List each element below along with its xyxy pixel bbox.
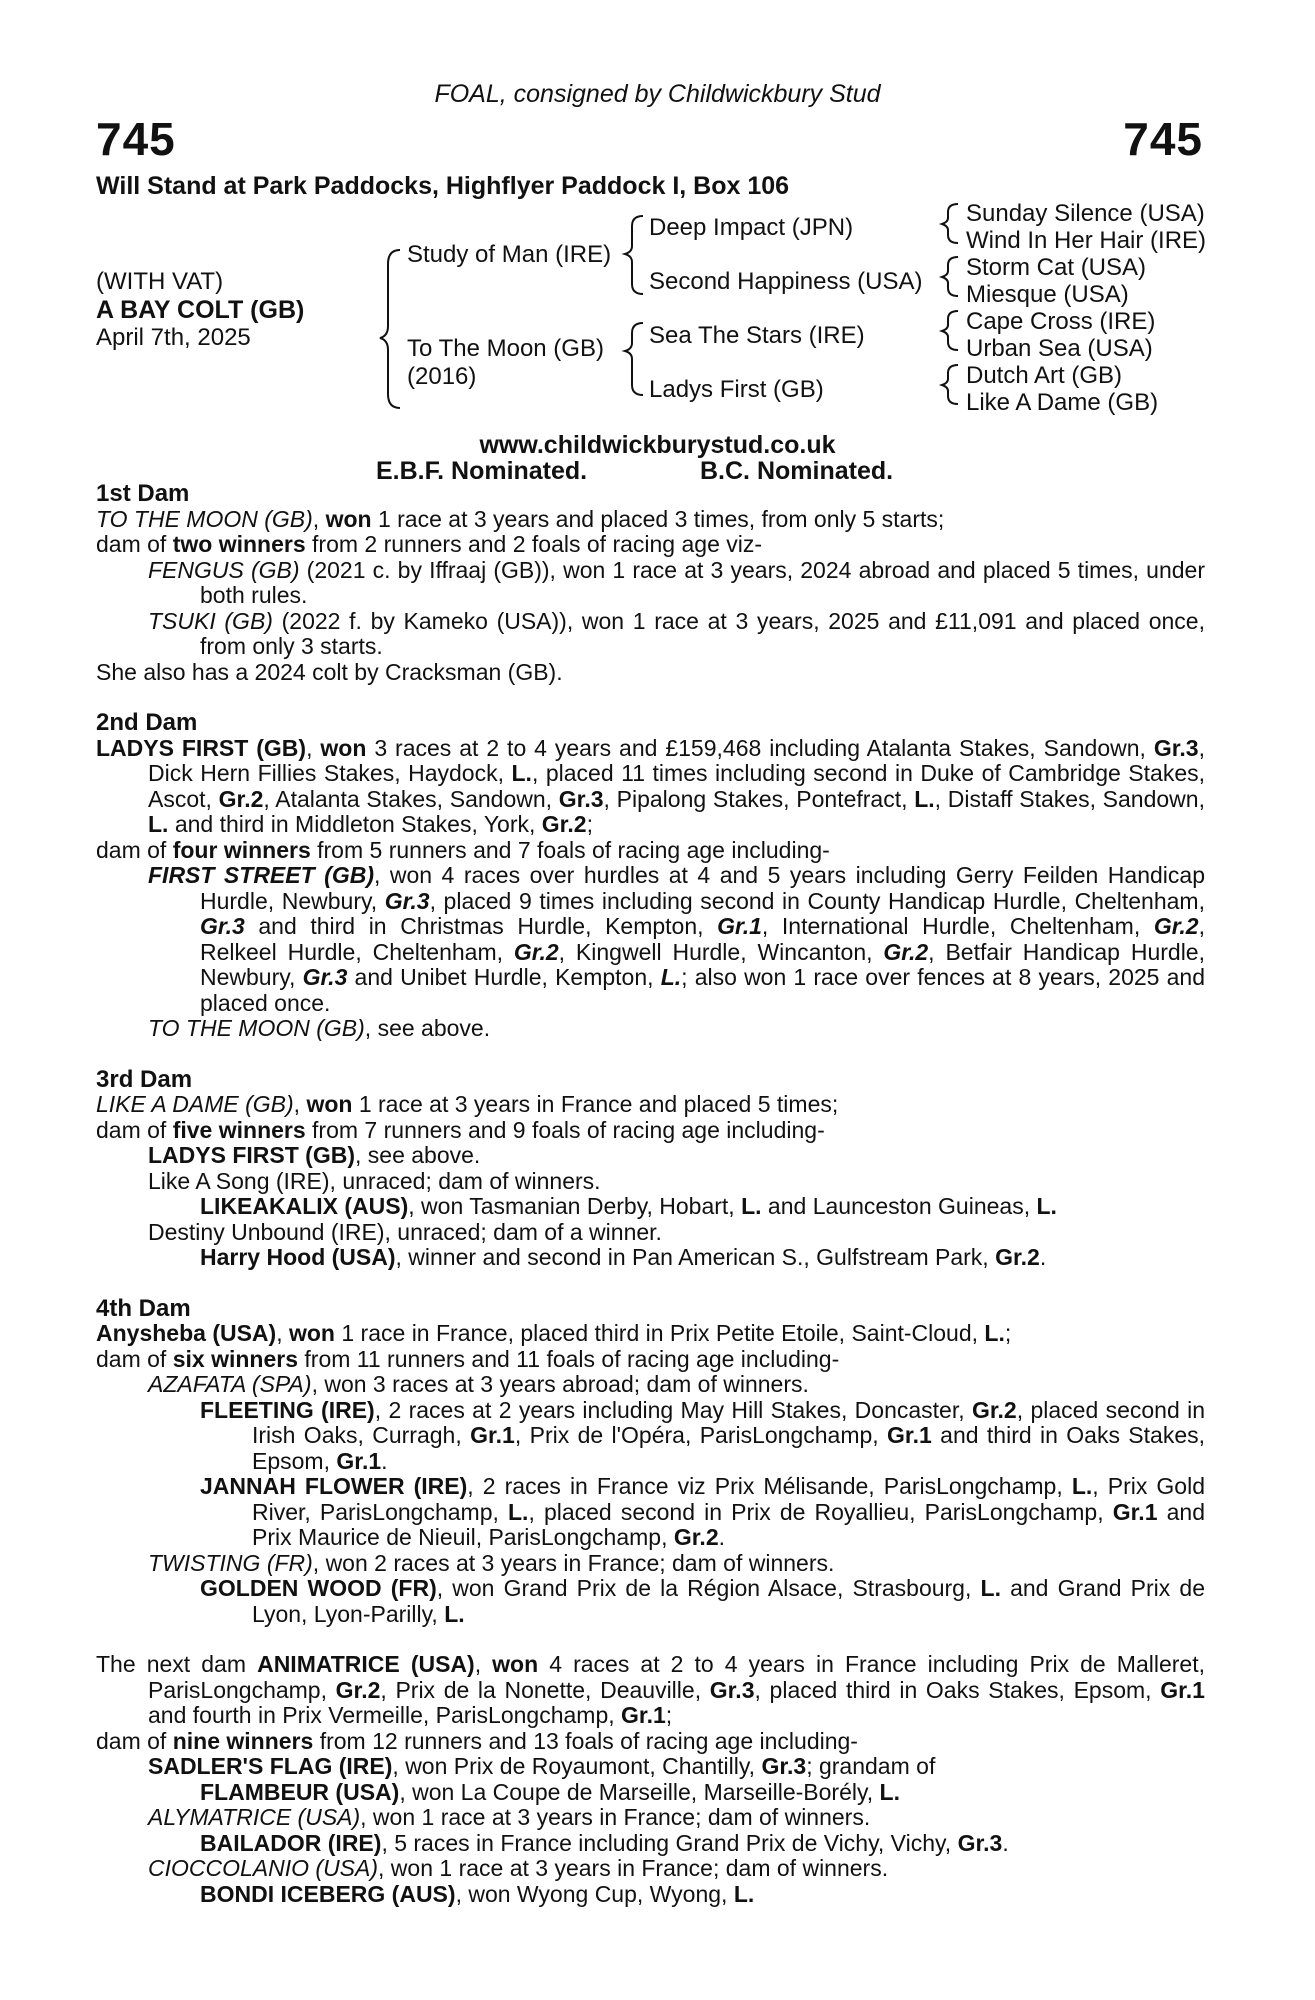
third-dam-heading: 3rd Dam — [96, 1065, 193, 1093]
pedigree-sire-dam: Second Happiness (USA) — [649, 268, 923, 295]
pedigree-dam: To The Moon (GB) — [407, 335, 604, 362]
second-dam-produce-summary: dam of four winners from 5 runners and 7 foals of racing age including- — [96, 836, 830, 863]
catalogue-text — [96, 481, 1205, 1907]
produce-entry: LADYS FIRST (GB), see above. — [148, 1142, 481, 1168]
pedigree-gen3-2: Wind In Her Hair (IRE) — [966, 227, 1207, 254]
third-dam-produce-summary: dam of five winners from 7 runners and 9 foals of racing age including- — [96, 1116, 825, 1143]
fourth-dam-record: Anysheba (USA), won 1 race in France, placed third in Prix Petite Etoile, Saint-Cloud, L.; — [96, 1320, 1012, 1346]
pedigree-dam-sire: Sea The Stars (IRE) — [649, 322, 865, 349]
produce-entry: CIOCCOLANIO (USA), won 1 race at 3 years in France; dam of winners. — [148, 1855, 889, 1881]
produce-entry: TSUKI (GB) (2022 f. by Kameko (USA)), won 1 race at 3 years, 2025 and £11,091 and placed once, from only 3 starts. — [148, 607, 1205, 659]
pedigree-gen3-8: Like A Dame (GB) — [966, 389, 1159, 416]
produce-entry: FIRST STREET (GB), won 4 races over hurdles at 4 and 5 years including Gerry Feilden Handicap Hurdle, Newbury, Gr.3, placed 9 times including second in County Handicap Hurdle, Cheltenham, Gr.3 and third in Christmas Hurdle, Kempton, Gr.1, International Hurdle, Cheltenham, Gr.2, Relkeel Hurdle, Cheltenham, Gr.2, Kingwell Hurdle, Wincanton, Gr.2, Betfair Handicap Hurdle, Newbury, Gr.3 and Unibet Hurdle, Kempton, L.; also won 1 race over fences at 8 years, 2025 and placed once. — [148, 862, 1205, 1016]
ebf-nomination: E.B.F. Nominated. — [376, 457, 588, 485]
stud-website: www.childwickburystud.co.uk — [479, 431, 836, 459]
produce-entry: BONDI ICEBERG (AUS), won Wyong Cup, Wyong, L. — [200, 1880, 755, 1907]
stand-location: Will Stand at Park Paddocks, Highflyer Paddock I, Box 106 — [96, 172, 790, 200]
produce-note: She also has a 2024 colt by Cracksman (GB). — [96, 658, 563, 685]
pedigree-sire: Study of Man (IRE) — [407, 241, 612, 268]
produce-entry: FENGUS (GB) (2021 c. by Iffraaj (GB)), won 1 race at 3 years, 2024 abroad and placed 5 times, under both rules. — [148, 556, 1205, 608]
second-dam-record: LADYS FIRST (GB), won 3 races at 2 to 4 years and £159,468 including Atalanta Stakes, Sandown, Gr.3, Dick Hern Fillies Stakes, Haydock, L., placed 11 times including second in Duke of Cambridge Stakes, Ascot, Gr.2, Atalanta Stakes, Sandown, Gr.3, Pipalong Stakes, Pontefract, L., Distaff Stakes, Sandown, L. and third in Middleton Stakes, York, Gr.2; — [96, 734, 1205, 837]
produce-entry: Destiny Unbound (IRE), unraced; dam of a winner. — [148, 1218, 662, 1245]
produce-entry: AZAFATA (SPA), won 3 races at 3 years abroad; dam of winners. — [148, 1371, 809, 1397]
first-dam-record: TO THE MOON (GB), won 1 race at 3 years and placed 3 times, from only 5 starts; — [96, 505, 945, 532]
produce-entry: SADLER'S FLAG (IRE), won Prix de Royaumont, Chantilly, Gr.3; grandam of — [148, 1753, 936, 1779]
produce-entry: BAILADOR (IRE), 5 races in France including Grand Prix de Vichy, Vichy, Gr.3. — [200, 1829, 1009, 1856]
fourth-dam-produce-summary: dam of six winners from 11 runners and 11 foals of racing age including- — [96, 1345, 840, 1372]
produce-entry: LIKEAKALIX (AUS), won Tasmanian Derby, Hobart, L. and Launceston Guineas, L. — [200, 1193, 1057, 1219]
pedigree-sire-sire: Deep Impact (JPN) — [649, 214, 854, 241]
produce-entry: Like A Song (IRE), unraced; dam of winners. — [148, 1167, 601, 1194]
pedigree-gen3-6: Urban Sea (USA) — [966, 335, 1153, 362]
fourth-dam-heading: 4th Dam — [96, 1294, 191, 1322]
first-dam-heading: 1st Dam — [96, 480, 190, 507]
foaling-date: April 7th, 2025 — [96, 324, 251, 351]
produce-entry: JANNAH FLOWER (IRE), 2 races in France viz Prix Mélisande, ParisLongchamp, L., Prix Gold River, ParisLongchamp, L., placed second in Prix de Royallieu, ParisLongchamp, Gr.1 and Prix Maurice de Nieuil, ParisLongchamp, Gr.2. — [200, 1473, 1205, 1550]
pedigree-gen3-4: Miesque (USA) — [966, 281, 1129, 308]
produce-entry: GOLDEN WOOD (FR), won Grand Prix de la Région Alsace, Strasbourg, L. and Grand Prix de Lyon, Lyon-Parilly, L. — [200, 1575, 1205, 1627]
produce-entry: TO THE MOON (GB), see above. — [148, 1015, 491, 1041]
produce-entry: ALYMATRICE (USA), won 1 race at 3 years in France; dam of winners. — [148, 1804, 871, 1830]
next-dam-produce-summary: dam of nine winners from 12 runners and 13 foals of racing age including- — [96, 1727, 858, 1754]
consignor-line: FOAL, consigned by Childwickbury Stud — [434, 80, 881, 108]
lot-number-left: 745 — [96, 113, 176, 165]
pedigree-gen3-7: Dutch Art (GB) — [966, 362, 1123, 389]
produce-entry: Harry Hood (USA), winner and second in Pan American S., Gulfstream Park, Gr.2. — [200, 1244, 1047, 1270]
pedigree-gen3-5: Cape Cross (IRE) — [966, 308, 1156, 335]
horse-description: A BAY COLT (GB) — [96, 296, 305, 324]
pedigree-gen3-1: Sunday Silence (USA) — [966, 200, 1205, 227]
vat-note: (WITH VAT) — [96, 268, 224, 295]
lot-number-right: 745 — [1123, 113, 1203, 165]
produce-entry: FLAMBEUR (USA), won La Coupe de Marseille, Marseille-Borély, L. — [200, 1778, 900, 1805]
pedigree-dam-dam: Ladys First (GB) — [649, 376, 824, 403]
produce-entry: TWISTING (FR), won 2 races at 3 years in France; dam of winners. — [148, 1549, 835, 1576]
second-dam-heading: 2nd Dam — [96, 709, 198, 736]
pedigree-gen3-3: Storm Cat (USA) — [966, 254, 1147, 281]
bc-nomination: B.C. Nominated. — [700, 457, 894, 485]
next-dam-record: The next dam ANIMATRICE (USA), won 4 races at 2 to 4 years in France including Prix de Malleret, ParisLongchamp, Gr.2, Prix de la Nonette, Deauville, Gr.3, placed third in Oaks Stakes, Epsom, Gr.1 and fourth in Prix Vermeille, ParisLongchamp, Gr.1; — [96, 1651, 1205, 1728]
first-dam-produce-summary: dam of two winners from 2 runners and 2 foals of racing age viz- — [96, 531, 763, 557]
produce-entry: FLEETING (IRE), 2 races at 2 years including May Hill Stakes, Doncaster, Gr.2, placed second in Irish Oaks, Curragh, Gr.1, Prix de l'Opéra, ParisLongchamp, Gr.1 and third in Oaks Stakes, Epsom, Gr.1. — [200, 1396, 1206, 1474]
third-dam-record: LIKE A DAME (GB), won 1 race at 3 years in France and placed 5 times; — [96, 1091, 839, 1117]
pedigree-dam-year: (2016) — [407, 363, 477, 390]
